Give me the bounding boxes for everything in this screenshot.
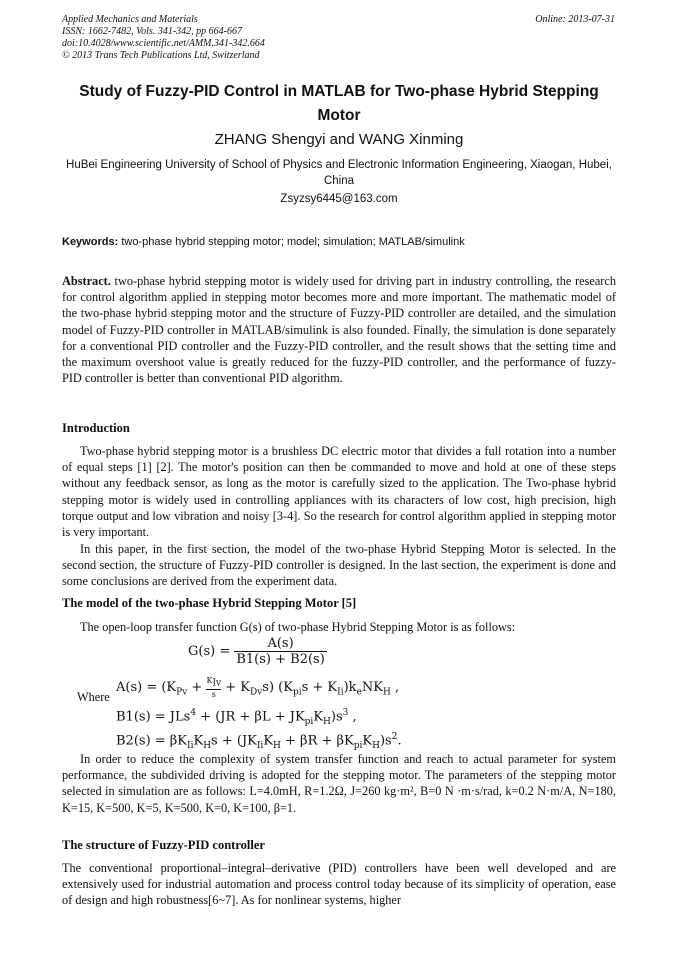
- model-heading: The model of the two-phase Hybrid Stepping Motor [5]: [62, 596, 357, 610]
- equation-b2: $B2(s) = \beta K_{Ii}K_Hs + (JK_{Ii}K_H + \beta R + \beta K_{pi}K_H)s^2$.: [116, 732, 402, 751]
- online-date: Online: 2013-07-31: [535, 14, 615, 25]
- affiliation: HuBei Engineering University of School of Physics and Electronic Information Engineering, Xiaogan, Hubei, China: [66, 159, 612, 187]
- introduction-paragraph-1: Two-phase hybrid stepping motor is a brushless DC electric motor that divides a full rotation into a number of equal steps [1] [2]. The motor's position can then be commanded to move and hold at one of these steps without any feedback sensor, as long as the motor is carefully sized to the application. The Two-phase hybrid stepping motor is widely used in controlling appliances with its characters of low cost, high precision, high torque output and low vibration and noisy [3-4]. So the research for control algorithm applied in stepping motor is very important.: [62, 444, 616, 540]
- model-intro: The open-loop transfer function G(s) of two-phase Hybrid Stepping Motor is as follows:: [80, 620, 516, 634]
- equation-g: G(s) = $\frac{A(s)}{B1(s) + B2(s)}$: [188, 636, 325, 667]
- copyright: © 2013 Trans Tech Publications Ltd, Switzerland: [62, 50, 260, 61]
- keywords-text: two-phase hybrid stepping motor; model; simulation; MATLAB/simulink: [121, 236, 465, 248]
- abstract-text: two-phase hybrid stepping motor is widely used for driving part in industry controlling, the research for control algorithm applied in stepping motor becomes more and more important. The mathematic model of the two-phase hybrid stepping motor and the structure of Fuzzy-PID controller are detailed, and the simulation model of Fuzzy-PID controller in MATLAB/simulink is also founded. Finally, the simulation is done separately for a conventional PID controller and the Fuzzy-PID controller, and the result shows that the setting time and the maximum overshoot value is greatly reduced for the fuzzy-PID controller, and the performance of fuzzy-PID controller is better than conventional PID algorithm.: [62, 274, 616, 386]
- abstract-label: Abstract.: [62, 274, 111, 288]
- where-label: Where: [77, 690, 110, 704]
- keywords: [62, 236, 616, 248]
- paper-title: Study of Fuzzy-PID Control in MATLAB for Two-phase Hybrid Stepping Motor: [79, 83, 599, 124]
- abstract: [62, 273, 616, 386]
- equation-a: $A(s) = (K_{Pv}$ + $\frac{K_{Iv}}{s}$ + $K_{Dv}s$) $(K_{pi}s + K_{Ii})k_eNK_H$ ,: [116, 676, 400, 699]
- equation-b1: $B1(s) = JLs^4 + (JR + \beta L + JK_{pi}K_H)s^3$ ,: [116, 708, 357, 727]
- doi: doi:10.4028/www.scientific.net/AMM.341-342.664: [62, 38, 265, 49]
- authors: ZHANG Shengyi and WANG Xinming: [214, 131, 464, 148]
- structure-heading: The structure of Fuzzy-PID controller: [62, 838, 265, 852]
- journal-header: [62, 14, 265, 62]
- introduction-heading: Introduction: [62, 421, 130, 435]
- issn: ISSN: 1662-7482, Vols. 341-342, pp 664-667: [62, 26, 242, 37]
- journal-name: Applied Mechanics and Materials: [62, 14, 198, 25]
- author-email: Zsyzsy6445@163.com: [280, 193, 398, 205]
- introduction-paragraph-2: In this paper, in the first section, the model of the two-phase Hybrid Stepping Motor is selected. In the second section, the structure of Fuzzy-PID controller is designed. In the last section, the experiment is done and some conclusions are derived from the experiment data.: [62, 542, 616, 589]
- structure-paragraph: The conventional proportional–integral–derivative (PID) controllers have been well developed and are extensively used for industrial automation and process control today because of its simplicity of operation, ease of design and high robustness[6~7]. As for nonlinear systems, higher: [62, 861, 616, 908]
- model-paragraph: In order to reduce the complexity of system transfer function and reach to actual parameter for system performance, the subdivided driving is adopted for the stepping motor. The parameters of the stepping motor selected in simulation are as follows: L=4.0mH, R=1.2Ω, J=260 kg·m², B=0 N ·m·s/rad, k=0.2 N·m/A, N=180, K=15, K=500, K=5, K=500, K=0, K=100, β=1.: [62, 752, 616, 815]
- keywords-label: Keywords:: [62, 236, 119, 248]
